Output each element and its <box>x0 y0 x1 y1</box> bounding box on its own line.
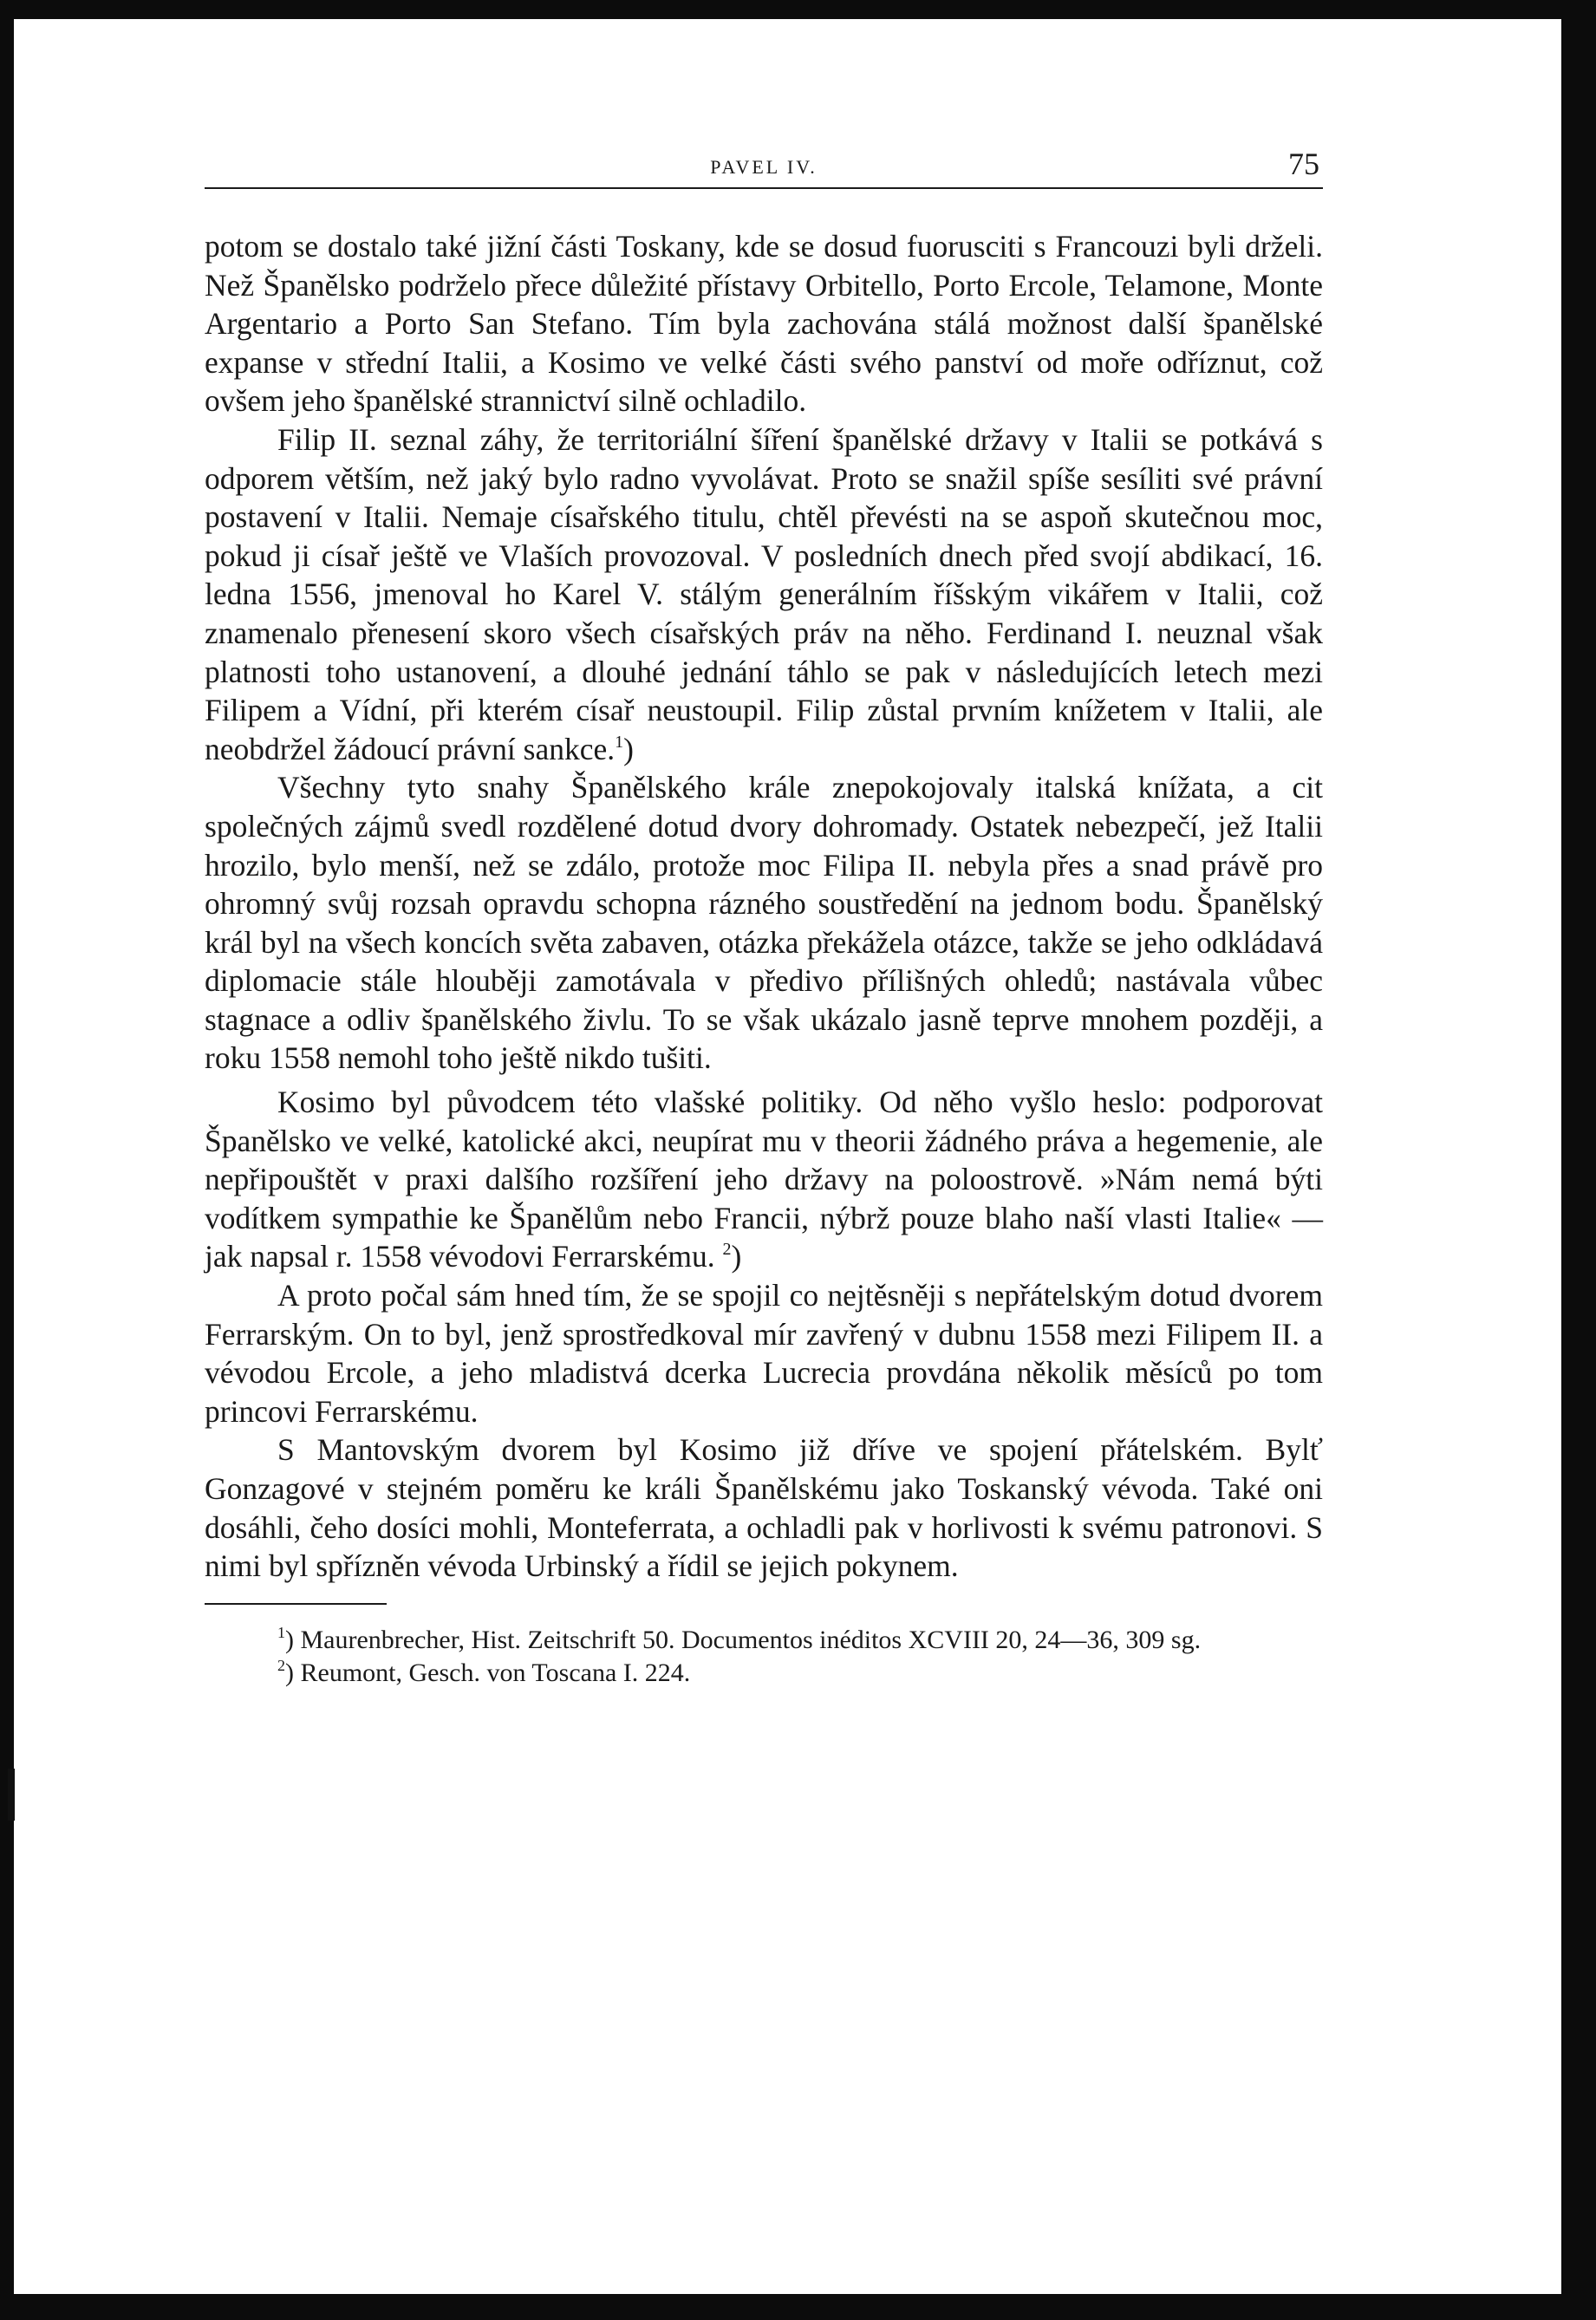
page-number: 75 <box>1288 147 1319 181</box>
body-text <box>205 227 1323 1586</box>
book-page <box>205 139 1323 1690</box>
paragraph-5: A proto počal sám hned tím, že se spojil co nejtěsněji s nepřátelským dotud dvorem Ferrarským. On to byl, jenž sprostředkoval mír zavřený v dubnu 1558 mezi Filipem II. a vévodou Ercole, a jeho mladistvá dcerka Lucrecia provdána několik měsíců po tom princovi Ferrarskému. <box>205 1278 1323 1429</box>
footnote-2: $^2$) Reumont, Gesch. von Toscana I. 224. <box>277 1656 691 1687</box>
footnote-divider <box>205 1603 387 1605</box>
page-header <box>205 139 1323 189</box>
footnotes <box>205 1624 1323 1690</box>
footnote-ref-1: 1 <box>615 732 624 752</box>
paragraph-1: potom se dostalo také jižní části Toskany, kde se dosud fuorusciti s Francouzi byli drželi. Než Španělsko podrželo přece důležité přístavy Orbitello, Porto Ercole, Telamone, Monte Argentario a Porto San Stefano. Tím byla zachována stálá možnost další španělské expanse v střední Italii, a Kosimo ve velké části svého panství od moře odříznut, což ovšem jeho španělské strannictví silně ochladilo. <box>205 229 1323 419</box>
running-head: PAVEL IV. <box>710 156 818 178</box>
binding-mark <box>8 1769 15 1821</box>
paragraph-6: S Mantovským dvorem byl Kosimo již dříve ve spojení přátelském. Bylť Gonzagové v stejném poměru ke králi Španělskému jako Toskanský vévoda. Také oni dosáhli, čeho dosíci mohli, Monteferrata, a ochladli pak v horlivosti k svému patronovi. S nimi byl spřízněn vévoda Urbinský a řídil se jejich pokynem. <box>205 1432 1323 1584</box>
paragraph-2: Filip II. seznal záhy, že territoriální šíření španělské državy v Italii se potkává s odporem větším, než jaký bylo radno vyvolávat. Proto se snažil spíše sesíliti své právní postavení v Italii. Nemaje císařského titulu, chtěl převésti na se aspoň skutečnou moc, pokud ji císař ještě ve Vlaších provozoval. V posledních dnech před svojí abdikací, 16. ledna 1556, jmenoval ho Karel V. stálým generálním říšským vikářem v Italii, což znamenalo přenesení skoro všech císařských práv na něho. Ferdinand I. neuznal však platnosti toho ustanovení, a dlouhé jednání táhlo se pak v následujících letech mezi Filipem a Vídní, při kterém císař neustoupil. Filip zůstal prvním knížetem v Italii, ale neobdržel žádoucí právní sankce.$^1$) <box>205 421 1323 766</box>
paragraph-4: Kosimo byl původcem této vlašské politiky. Od něho vyšlo heslo: podporovat Španělsko ve velké, katolické akci, neupírat mu v theorii žádného práva a hegemenie, ale nepřipouštět v praxi dalšího rozšíření jeho državy na poloostrově. »Nám nemá býti vodítkem sympathie ke Španělům nebo Francii, nýbrž pouze blaho naší vlasti Italie« — jak napsal r. 1558 vévodovi Ferrarskému. $^2$) <box>205 1085 1323 1274</box>
footnote-ref-2: 2 <box>722 1240 732 1260</box>
paragraph-3: Všechny tyto snahy Španělského krále znepokojovaly italská knížata, a cit společných zájmů svedl rozdělené dotud dvory dohromady. Ostatek nebezpečí, jež Italii hrozilo, bylo menší, než se zdálo, protože moc Filipa II. nebyla přes a snad právě pro ohromný svůj rozsah opravdu schopna rázného soustředění na jednom bodu. Španělský král byl na všech koncích světa zabaven, otázka překážela otázce, takže se jeho odkládavá diplomacie stále hlouběji zamotávala v předivo přílišných ohledů; nastávala vůbec stagnace a odliv španělského živlu. To se však ukázalo jasně teprve mnohem později, a roku 1558 nemohl toho ještě nikdo tušiti. <box>205 770 1323 1076</box>
footnote-1: $^1$) Maurenbrecher, Hist. Zeitschrift 50. Documentos inéditos XCVIII 20, 24—36, 309 sg. <box>277 1623 1202 1654</box>
